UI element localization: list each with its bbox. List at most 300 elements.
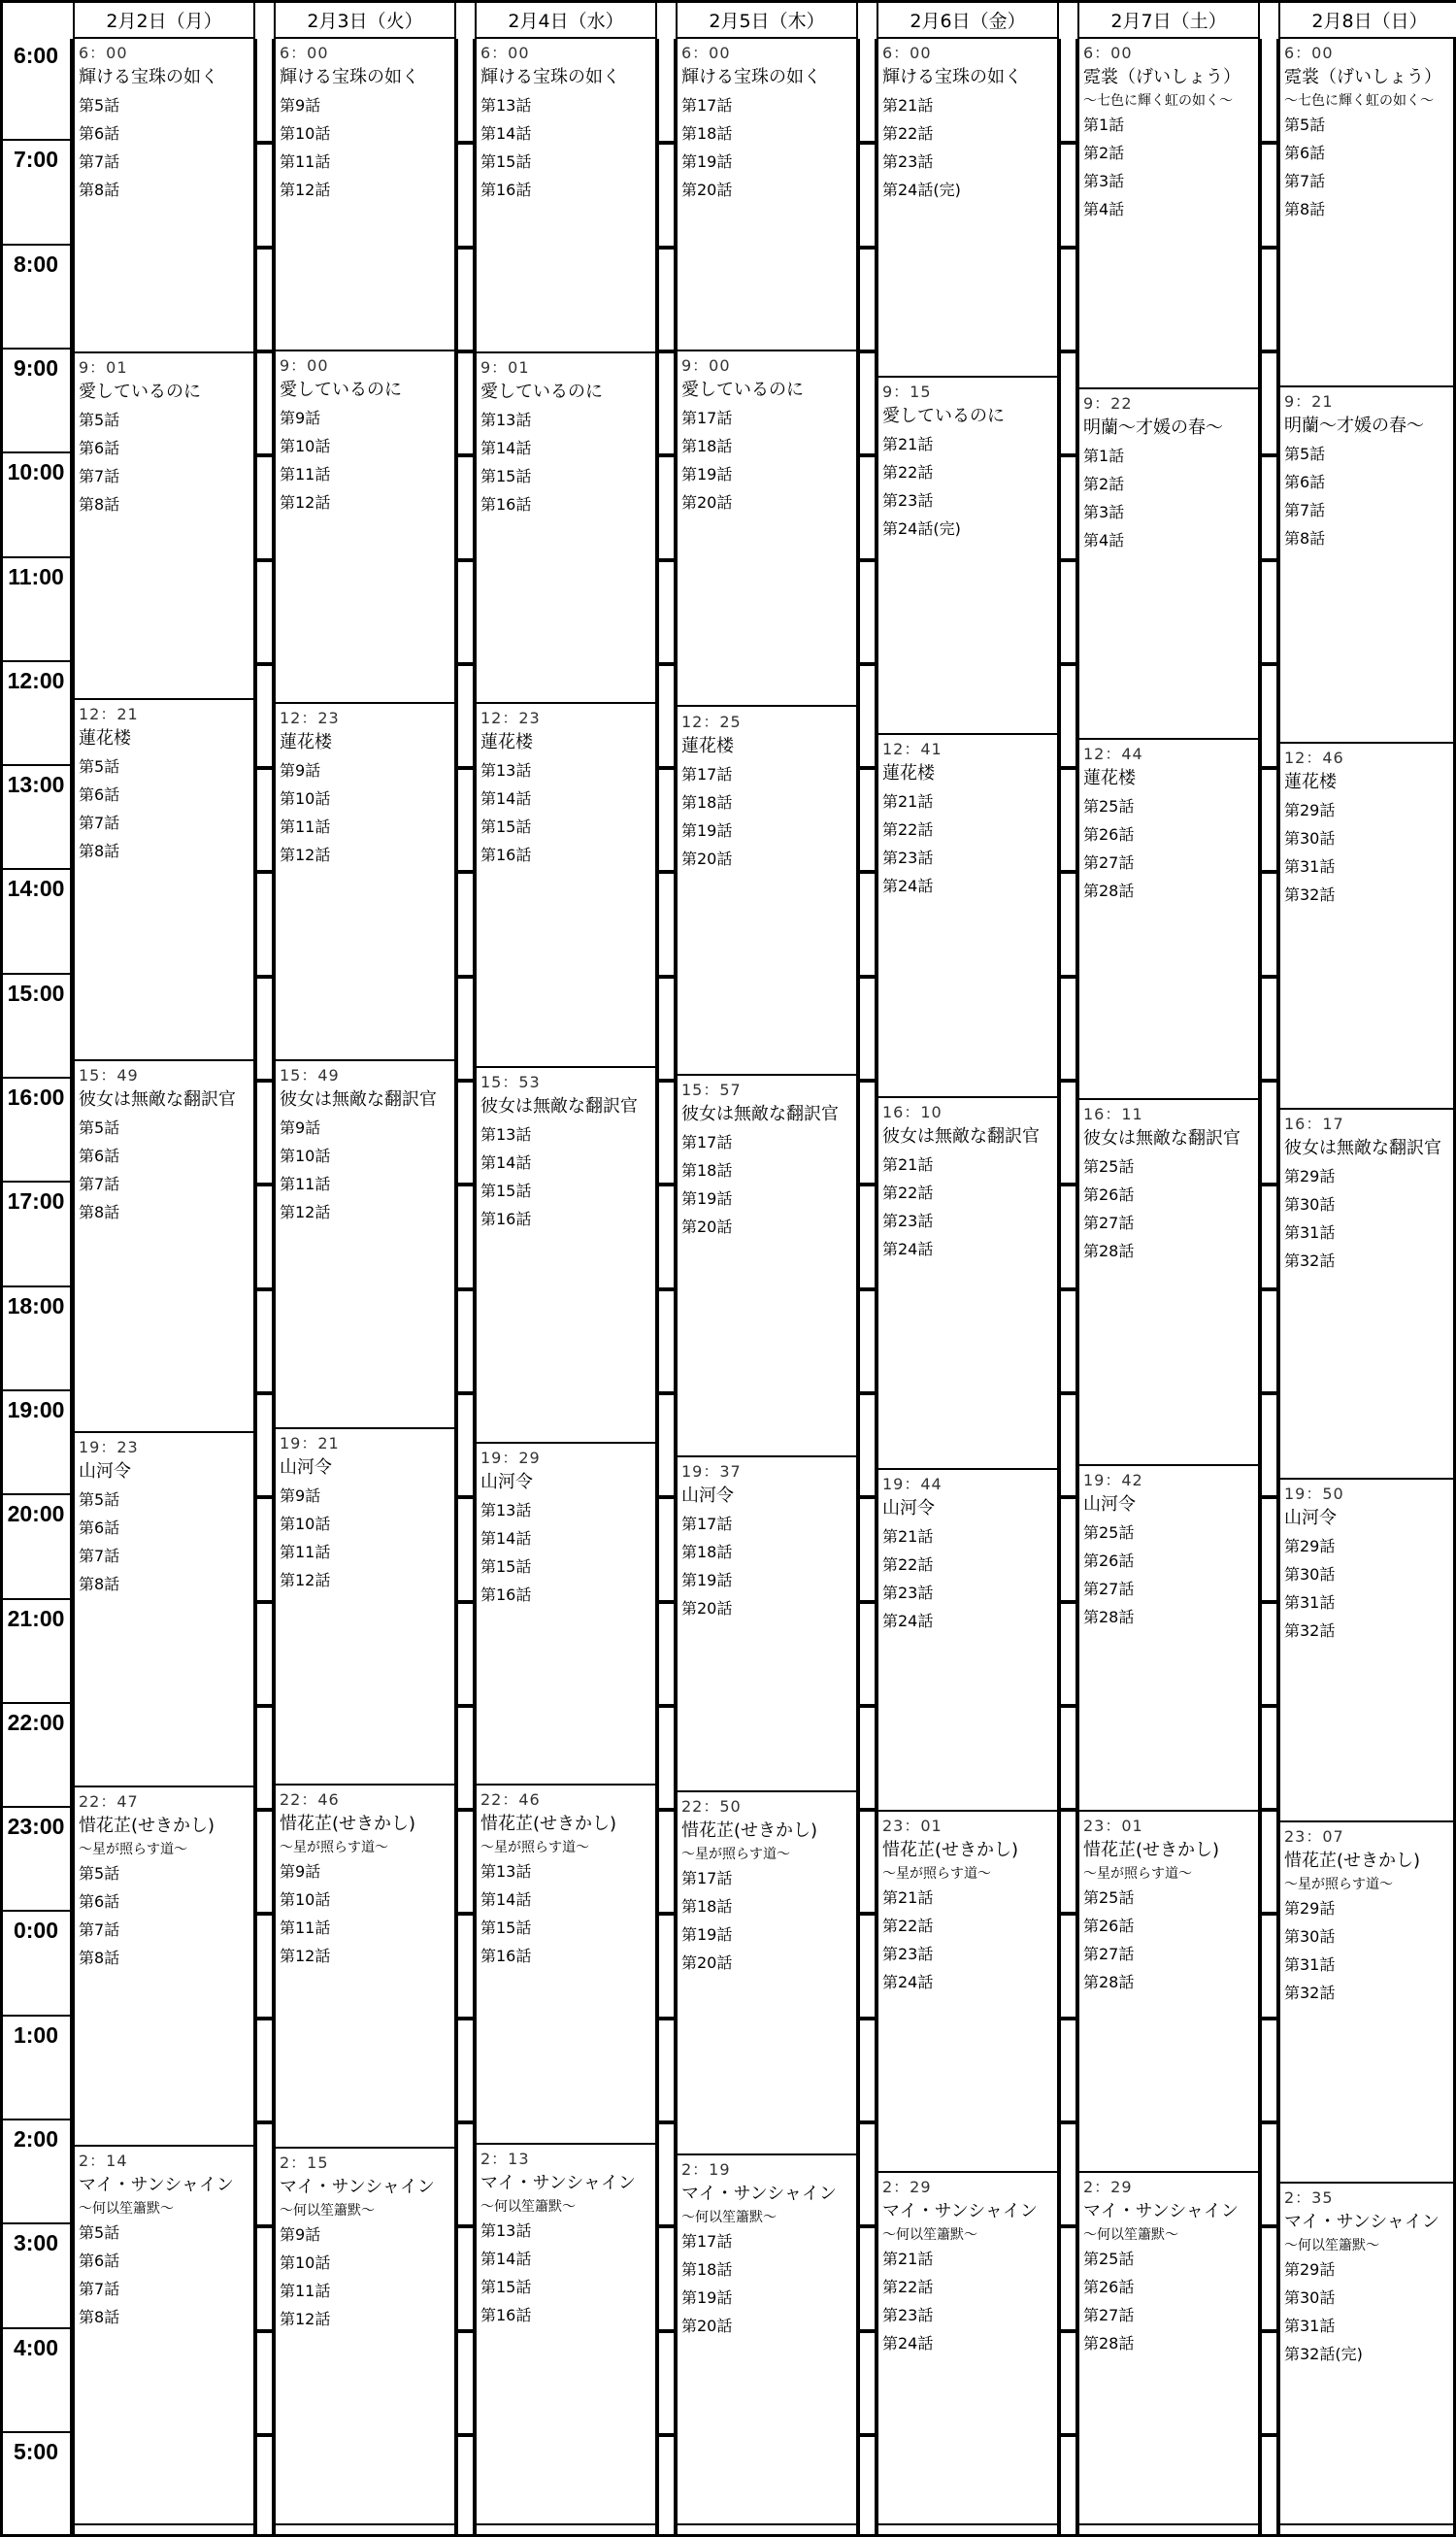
episode-label: 第6話 [79, 1519, 120, 1538]
hour-tick [659, 1808, 674, 1812]
day-header: 2月5日（木） [676, 3, 858, 39]
program-cell[interactable] [678, 708, 856, 1076]
episode-label: 第29話 [1284, 1167, 1336, 1186]
day-column [475, 39, 657, 2537]
hour-tick [659, 662, 674, 666]
program-title: 山河令 [79, 1461, 131, 1483]
program-cell[interactable] [477, 1444, 655, 1786]
episode-label: 第19話 [681, 1188, 733, 1208]
program-cell[interactable] [1079, 39, 1258, 389]
program-time: 2：35 [1284, 2187, 1334, 2207]
program-subtitle: ～何以笙簫默～ [280, 2202, 375, 2219]
episode-label: 第25話 [1083, 1523, 1135, 1542]
hour-tick [257, 1912, 272, 1916]
episode-label: 第22話 [882, 462, 934, 482]
episode-label: 第12話 [280, 2309, 331, 2328]
column-gutter [456, 39, 475, 2537]
program-time: 23：01 [882, 1816, 943, 1835]
program-time: 15：57 [681, 1080, 742, 1099]
hour-tick [659, 1912, 674, 1916]
time-label: 8:00 [13, 250, 59, 277]
hour-tick [458, 1287, 473, 1291]
program-title: マイ・サンシャイン [1083, 2200, 1239, 2221]
episode-label: 第13話 [480, 760, 532, 780]
hour-tick [860, 1391, 875, 1395]
episode-label: 第17話 [681, 1132, 733, 1152]
episode-label: 第28話 [1083, 1608, 1135, 1626]
episode-label: 第10話 [280, 1890, 331, 1910]
hour-tick [659, 1495, 674, 1499]
episode-label: 第11話 [280, 1543, 331, 1562]
episode-label: 第6話 [79, 438, 120, 457]
program-cell[interactable] [1079, 1466, 1258, 1812]
episode-label: 第24話(完) [882, 518, 961, 538]
hour-tick [1061, 2017, 1075, 2020]
column-gutter [1260, 39, 1278, 2537]
program-cell[interactable] [477, 353, 655, 704]
episode-label: 第32話(完) [1284, 2344, 1363, 2363]
episode-label: 第6話 [1284, 473, 1326, 492]
program-title: 惜花芷(せきかし) [681, 1820, 818, 1842]
episode-label: 第13話 [480, 96, 532, 115]
hour-tick [659, 1391, 674, 1395]
hour-tick [1262, 2433, 1276, 2437]
day-column [1278, 39, 1456, 2537]
episode-label: 第23話 [882, 849, 934, 868]
program-time: 9：00 [280, 355, 329, 375]
hour-tick [860, 1183, 875, 1186]
hour-tick [1061, 453, 1075, 457]
episode-label: 第12話 [280, 1571, 331, 1590]
program-subtitle: ～星が照らす道～ [1083, 1865, 1192, 1882]
program-subtitle: ～星が照らす道～ [681, 1847, 790, 1863]
hour-tick [257, 870, 272, 874]
program-title: マイ・サンシャイン [280, 2176, 435, 2197]
episode-label: 第14話 [480, 2250, 532, 2269]
episode-label: 第27話 [1083, 2305, 1135, 2324]
program-time: 2：29 [882, 2177, 932, 2196]
episode-label: 第18話 [681, 792, 733, 812]
hour-tick [458, 1704, 473, 1708]
program-cell[interactable] [75, 353, 253, 701]
program-cell[interactable] [276, 1786, 454, 2149]
hour-tick [458, 766, 473, 770]
program-time: 9：15 [882, 382, 932, 401]
program-title: 惜花芷(せきかし) [280, 1814, 416, 1835]
hour-tick [458, 453, 473, 457]
day-header: 2月6日（金） [877, 3, 1059, 39]
program-time: 23：07 [1284, 1826, 1344, 1846]
episode-label: 第10話 [280, 2253, 331, 2272]
hour-tick [1262, 2120, 1276, 2124]
episode-label: 第26話 [1083, 2277, 1135, 2296]
episode-label: 第25話 [1083, 2249, 1135, 2268]
hour-divider [3, 2431, 71, 2433]
time-axis [3, 39, 73, 2537]
episode-label: 第15話 [480, 466, 532, 485]
episode-label: 第8話 [79, 494, 120, 514]
episode-label: 第23話 [882, 1583, 934, 1602]
episode-label: 第2話 [1083, 475, 1125, 494]
program-title: 霓裳（げいしょう） [1284, 67, 1441, 87]
episode-label: 第15話 [480, 1182, 532, 1201]
episode-label: 第15話 [480, 152, 532, 171]
program-title: 愛しているのに [681, 379, 804, 400]
hour-tick [257, 2329, 272, 2333]
program-subtitle: ～何以笙簫默～ [480, 2199, 576, 2216]
hour-tick [860, 2329, 875, 2333]
program-title: 輝ける宝珠の如く [480, 67, 620, 87]
episode-label: 第5話 [1284, 445, 1326, 464]
program-title: 山河令 [681, 1485, 734, 1507]
episode-label: 第23話 [882, 1944, 934, 1963]
program-cell[interactable] [878, 1812, 1057, 2173]
hour-tick [659, 766, 674, 770]
program-cell[interactable] [678, 1457, 856, 1792]
day-header: 2月3日（火） [274, 3, 456, 39]
hour-tick [1061, 141, 1075, 145]
program-subtitle: ～七色に輝く虹の如く～ [1083, 93, 1233, 109]
episode-label: 第24話 [882, 1972, 934, 1991]
episode-label: 第6話 [1284, 144, 1326, 162]
episode-label: 第21話 [882, 1154, 934, 1174]
program-cell[interactable] [276, 1061, 454, 1429]
program-title: 蓮花楼 [280, 731, 332, 752]
hour-tick [458, 1808, 473, 1812]
program-title: 惜花芷(せきかし) [882, 1839, 1019, 1860]
program-time: 12：23 [480, 708, 541, 727]
program-cell[interactable] [1280, 387, 1456, 744]
episode-label: 第7話 [79, 1919, 120, 1939]
program-cell[interactable] [878, 1470, 1057, 1812]
episode-label: 第19話 [681, 464, 733, 484]
time-label: 17:00 [7, 1188, 65, 1215]
hour-tick [1262, 1079, 1276, 1083]
program-cell[interactable] [1079, 389, 1258, 740]
program-time: 2：19 [681, 2159, 731, 2179]
episode-label: 第9話 [280, 1118, 321, 1138]
program-time: 23：01 [1083, 1816, 1143, 1835]
hour-tick [257, 2433, 272, 2437]
hour-tick [860, 453, 875, 457]
program-time: 9：01 [480, 357, 530, 377]
program-cell[interactable] [75, 39, 253, 353]
episode-label: 第8話 [79, 2308, 120, 2327]
program-time: 15：53 [480, 1073, 541, 1092]
time-label: 19:00 [7, 1396, 65, 1422]
episode-label: 第27話 [1083, 1944, 1135, 1963]
episode-label: 第18話 [681, 1543, 733, 1562]
episode-label: 第3話 [1083, 172, 1125, 190]
program-cell[interactable] [1280, 744, 1456, 1110]
episode-label: 第32話 [1284, 1983, 1336, 2002]
program-title: 山河令 [1284, 1508, 1337, 1529]
day-header: 2月7日（土） [1077, 3, 1260, 39]
episode-label: 第6話 [79, 1147, 120, 1166]
program-cell[interactable] [477, 39, 655, 353]
episode-label: 第30話 [1284, 1926, 1336, 1946]
hour-tick [458, 246, 473, 250]
episode-label: 第21話 [882, 1526, 934, 1546]
program-time: 6：00 [1284, 44, 1334, 62]
hour-tick [458, 1391, 473, 1395]
program-title: 惜花芷(せきかし) [480, 1814, 617, 1835]
hour-tick [860, 2433, 875, 2437]
time-label: 16:00 [7, 1085, 65, 1110]
program-cell[interactable] [878, 735, 1057, 1098]
program-subtitle: ～星が照らす道～ [480, 1840, 589, 1856]
hour-tick [1061, 1391, 1075, 1395]
episode-label: 第22話 [882, 1183, 934, 1202]
episode-label: 第24話 [882, 1611, 934, 1630]
hour-tick [860, 1704, 875, 1708]
program-cell[interactable] [1280, 2184, 1456, 2525]
program-cell[interactable] [1079, 1100, 1258, 1466]
hour-tick [659, 2120, 674, 2124]
hour-tick [1262, 2017, 1276, 2020]
hour-tick [1262, 1391, 1276, 1395]
program-title: 彼女は無敵な翻訳官 [681, 1103, 839, 1124]
episode-label: 第10話 [280, 436, 331, 455]
program-cell[interactable] [1280, 39, 1456, 387]
program-cell[interactable] [477, 704, 655, 1069]
day-column [73, 39, 255, 2537]
time-label: 4:00 [13, 2334, 59, 2360]
hour-tick [1061, 1704, 1075, 1708]
hour-tick [659, 246, 674, 250]
episode-label: 第26話 [1083, 1916, 1135, 1935]
time-label: 18:00 [7, 1292, 65, 1319]
episode-label: 第13話 [480, 2221, 532, 2241]
hour-tick [659, 2329, 674, 2333]
episode-label: 第9話 [280, 760, 321, 780]
episode-label: 第15話 [480, 1919, 532, 1938]
program-cell[interactable] [75, 1061, 253, 1433]
program-subtitle: ～何以笙簫默～ [1083, 2226, 1178, 2243]
hour-tick [659, 975, 674, 979]
episode-label: 第6話 [79, 124, 120, 143]
episode-label: 第16話 [480, 1210, 532, 1229]
program-title: マイ・サンシャイン [882, 2200, 1038, 2221]
program-cell[interactable] [1079, 2173, 1258, 2525]
episode-label: 第21話 [882, 2249, 934, 2268]
episode-label: 第24話 [882, 877, 934, 896]
episode-label: 第5話 [79, 2223, 120, 2243]
episode-label: 第14話 [480, 788, 532, 808]
episode-label: 第17話 [681, 764, 733, 784]
episode-label: 第7話 [79, 2280, 120, 2299]
program-title: 彼女は無敵な翻訳官 [1284, 1138, 1441, 1159]
episode-label: 第25話 [1083, 1887, 1135, 1907]
episode-label: 第12話 [280, 492, 331, 512]
hour-tick [458, 1183, 473, 1186]
hour-tick [659, 453, 674, 457]
episode-label: 第7話 [1284, 501, 1326, 520]
episode-label: 第32話 [1284, 885, 1336, 905]
episode-label: 第28話 [1083, 2333, 1135, 2353]
hour-divider [3, 2327, 71, 2329]
time-label: 15:00 [7, 980, 65, 1006]
program-cell[interactable] [878, 2173, 1057, 2525]
episode-label: 第7話 [79, 466, 120, 485]
program-cell[interactable] [1280, 1822, 1456, 2184]
program-time: 19：29 [480, 1448, 541, 1467]
program-time: 2：15 [280, 2153, 329, 2172]
hour-tick [860, 870, 875, 874]
program-subtitle: ～星が照らす道～ [79, 1841, 187, 1857]
program-time: 6：00 [882, 44, 932, 62]
hour-tick [1262, 662, 1276, 666]
episode-label: 第12話 [280, 845, 331, 864]
episode-label: 第29話 [1284, 2259, 1336, 2279]
program-title: 惜花芷(せきかし) [79, 1815, 215, 1836]
episode-label: 第10話 [280, 788, 331, 808]
episode-label: 第31話 [1284, 1593, 1336, 1613]
episode-label: 第24話 [882, 2333, 934, 2353]
episode-label: 第4話 [1083, 531, 1125, 551]
episode-label: 第20話 [681, 1953, 733, 1973]
hour-tick [257, 1183, 272, 1186]
program-cell[interactable] [1280, 1480, 1456, 1821]
program-time: 6：00 [480, 44, 530, 62]
episode-label: 第31話 [1284, 2316, 1336, 2335]
program-cell[interactable] [276, 39, 454, 351]
episode-label: 第9話 [280, 2224, 321, 2244]
program-subtitle: ～星が照らす道～ [280, 1840, 388, 1856]
hour-tick [860, 558, 875, 562]
episode-label: 第27話 [1083, 853, 1135, 873]
program-cell[interactable] [276, 351, 454, 704]
hour-tick [1262, 975, 1276, 979]
episode-label: 第16話 [480, 2306, 532, 2325]
program-cell[interactable] [75, 2147, 253, 2525]
program-time: 6：00 [79, 44, 128, 62]
episode-label: 第16話 [480, 1947, 532, 1966]
program-title: 輝ける宝珠の如く [882, 67, 1022, 87]
hour-tick [1262, 2329, 1276, 2333]
program-cell[interactable] [878, 1098, 1057, 1470]
episode-label: 第23話 [882, 1211, 934, 1230]
program-cell[interactable] [678, 1792, 856, 2155]
program-title: 輝ける宝珠の如く [681, 67, 821, 87]
program-cell[interactable] [276, 1429, 454, 1786]
program-cell[interactable] [678, 2155, 856, 2525]
episode-label: 第23話 [882, 152, 934, 171]
hour-tick [257, 662, 272, 666]
hour-tick [1061, 1912, 1075, 1916]
program-cell[interactable] [678, 1076, 856, 1457]
hour-tick [860, 141, 875, 145]
hour-tick [860, 1600, 875, 1604]
hour-tick [1061, 2329, 1075, 2333]
program-time: 6：00 [681, 44, 731, 62]
program-cell[interactable] [477, 2145, 655, 2525]
episode-label: 第20話 [681, 1217, 733, 1236]
program-cell[interactable] [276, 704, 454, 1061]
episode-label: 第13話 [480, 1125, 532, 1145]
program-cell[interactable] [1079, 1812, 1258, 2173]
episode-label: 第17話 [681, 1869, 733, 1888]
hour-tick [458, 2224, 473, 2228]
program-cell[interactable] [75, 1787, 253, 2147]
program-cell[interactable] [477, 1068, 655, 1443]
program-time: 2：13 [480, 2150, 530, 2169]
program-cell[interactable] [75, 1433, 253, 1787]
program-cell[interactable] [477, 1786, 655, 2145]
episode-label: 第16話 [480, 181, 532, 199]
program-cell[interactable] [878, 378, 1057, 735]
episode-label: 第28話 [1083, 1241, 1135, 1260]
hour-tick [1061, 1079, 1075, 1083]
hour-tick [458, 350, 473, 353]
program-cell[interactable] [878, 39, 1057, 378]
program-title: 彼女は無敵な翻訳官 [280, 1089, 437, 1111]
program-title: 彼女は無敵な翻訳官 [480, 1096, 638, 1118]
column-gutter [255, 39, 274, 2537]
hour-tick [860, 350, 875, 353]
hour-tick [860, 975, 875, 979]
hour-tick [1061, 1287, 1075, 1291]
program-title: 蓮花楼 [681, 735, 734, 756]
program-cell[interactable] [678, 351, 856, 708]
program-cell[interactable] [1079, 740, 1258, 1099]
hour-tick [860, 1912, 875, 1916]
program-title: 山河令 [882, 1497, 935, 1519]
episode-label: 第10話 [280, 1515, 331, 1534]
hour-tick [458, 1600, 473, 1604]
program-time: 22：50 [681, 1797, 742, 1817]
hour-tick [1061, 662, 1075, 666]
episode-label: 第9話 [280, 96, 321, 115]
program-title: 輝ける宝珠の如く [79, 67, 218, 87]
episode-label: 第27話 [1083, 1213, 1135, 1232]
day-header: 2月4日（水） [475, 3, 657, 39]
hour-divider [3, 764, 71, 766]
day-header: 2月8日（日） [1278, 3, 1456, 39]
program-time: 12：23 [280, 708, 340, 727]
hour-tick [257, 1287, 272, 1291]
episode-label: 第1話 [1083, 447, 1125, 466]
hour-tick [860, 2224, 875, 2228]
program-time: 22：46 [480, 1790, 541, 1810]
hour-tick [659, 2224, 674, 2228]
episode-label: 第9話 [280, 1862, 321, 1882]
episode-label: 第8話 [79, 1948, 120, 1967]
hour-tick [860, 2017, 875, 2020]
program-cell[interactable] [678, 39, 856, 351]
episode-label: 第26話 [1083, 1185, 1135, 1204]
episode-label: 第29話 [1284, 1537, 1336, 1556]
program-cell[interactable] [1280, 1110, 1456, 1480]
program-time: 12：21 [79, 705, 139, 724]
episode-label: 第24話(完) [882, 181, 961, 199]
episode-label: 第21話 [882, 96, 934, 115]
hour-tick [257, 2017, 272, 2020]
program-cell[interactable] [276, 2149, 454, 2525]
program-title: 山河令 [1083, 1494, 1136, 1515]
episode-label: 第22話 [882, 1916, 934, 1935]
program-title: 惜花芷(せきかし) [1083, 1839, 1220, 1860]
episode-label: 第28話 [1083, 1972, 1135, 1991]
program-title: 彼女は無敵な翻訳官 [1083, 1127, 1241, 1149]
episode-label: 第5話 [79, 96, 120, 115]
program-time: 19：44 [882, 1474, 943, 1493]
time-label: 0:00 [13, 1918, 59, 1944]
episode-label: 第12話 [280, 1203, 331, 1222]
episode-label: 第10話 [280, 124, 331, 143]
hour-tick [1262, 246, 1276, 250]
program-cell[interactable] [75, 700, 253, 1061]
